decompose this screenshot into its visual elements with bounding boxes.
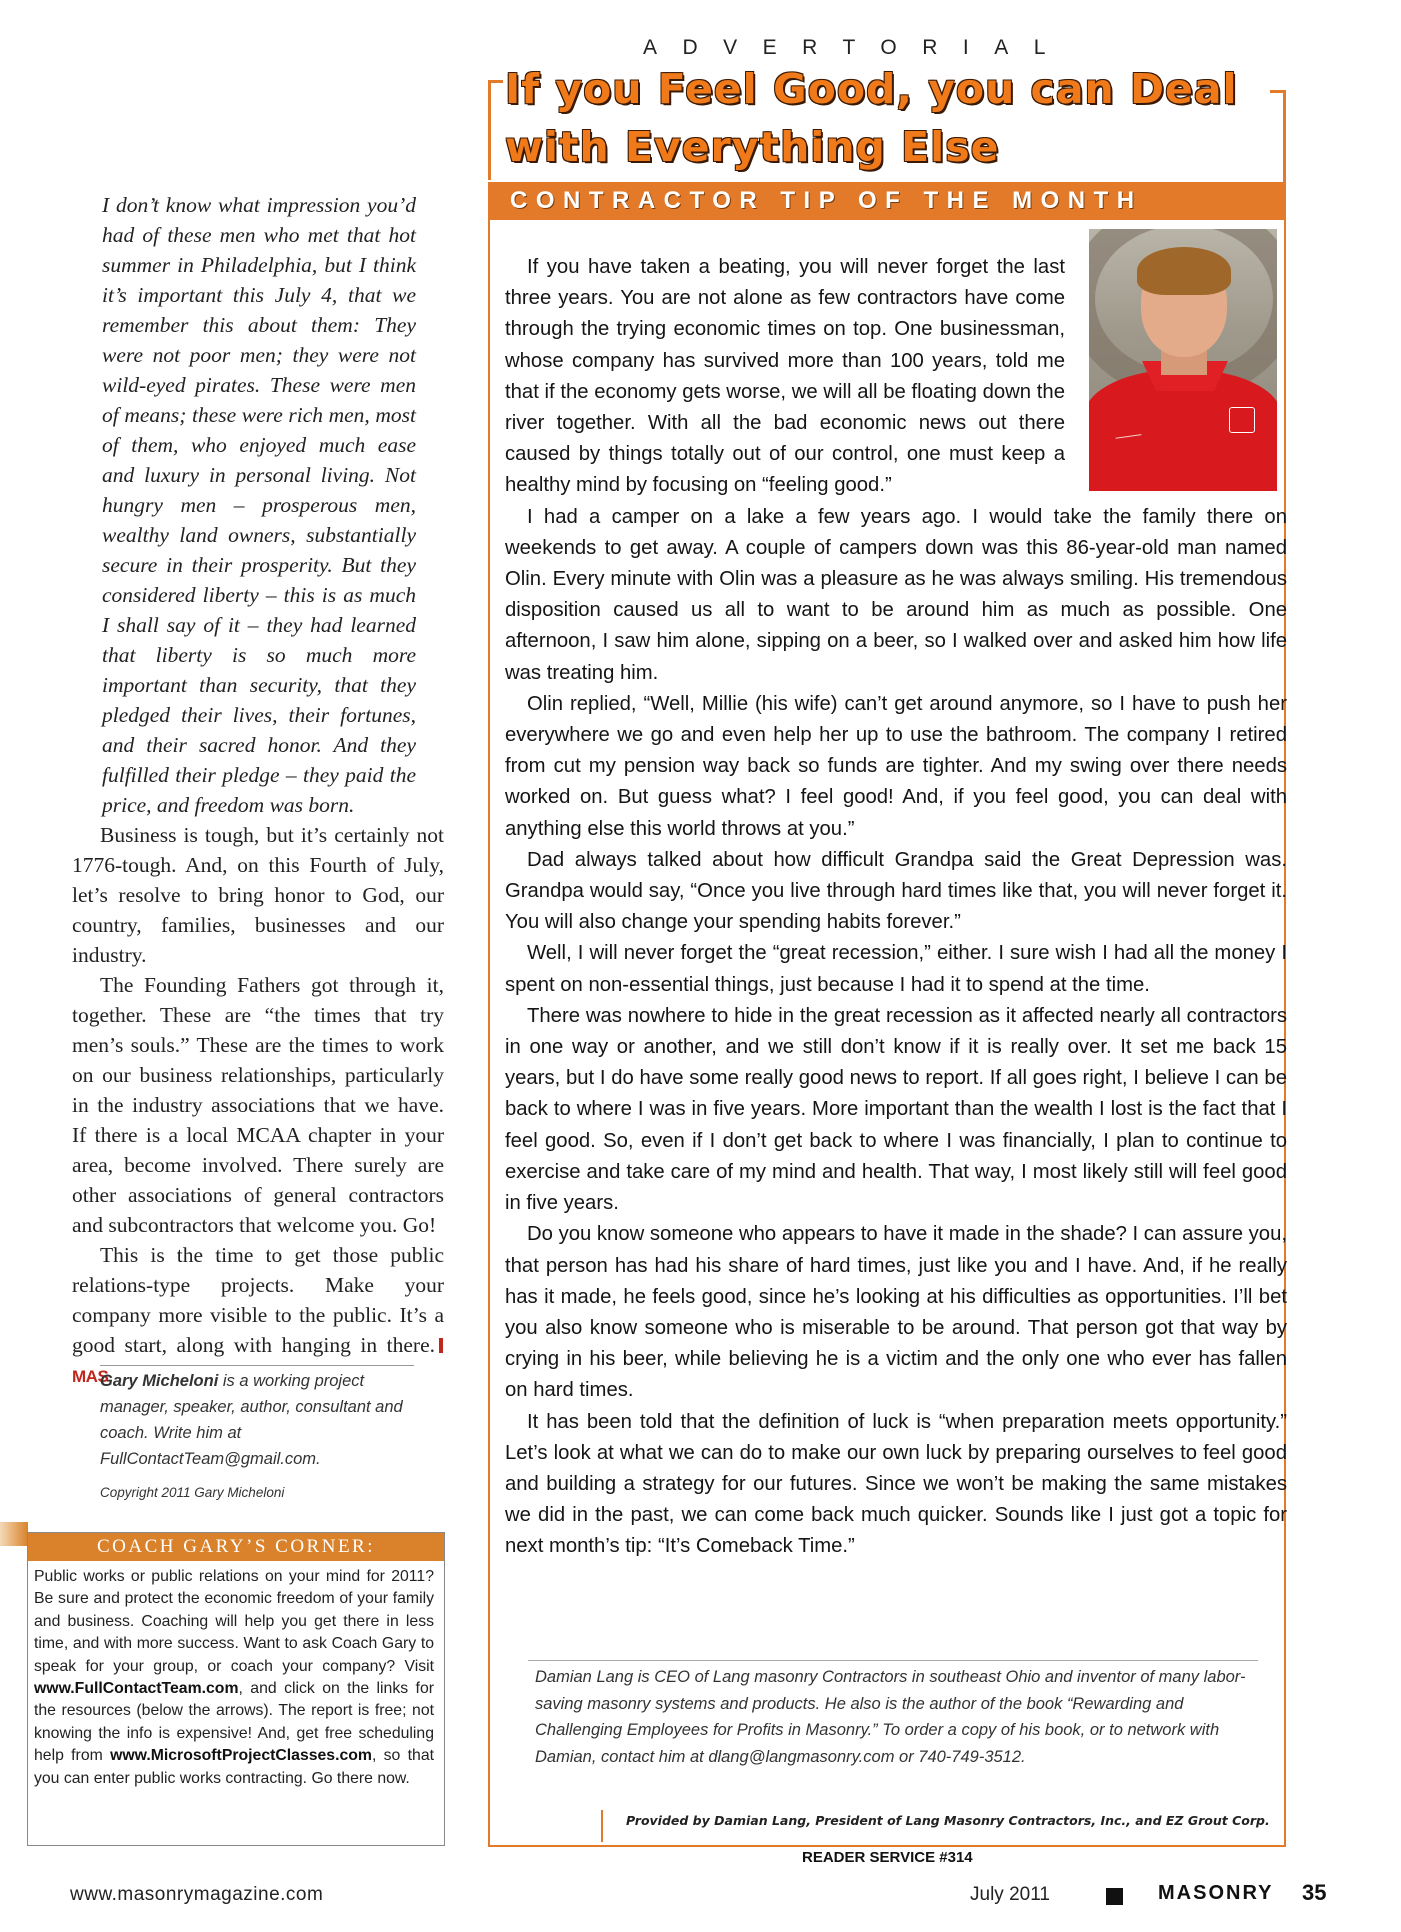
provided-by-accent-bar: [601, 1810, 603, 1842]
footer-website-url[interactable]: www.masonrymagazine.com: [70, 1884, 324, 1905]
left-paragraph: The Founding Fathers got through it, together. These are “the times that try men’s souls.” These are the times to work on our business relationships, particularly in the industry associations that we have. If there is a local MCAA chapter in your area, become involved. There surely are other associations of general contractors and subcontractors that welcome you. Go!: [72, 973, 444, 1237]
coach-text-part: , so that you can enter public works contracting. Go there now.: [34, 1747, 434, 1787]
article-paragraph: It has been told that the definition of luck is “when preparation meets opportunity.” Let’s look at what we can do to make our own luck by preparing ourselves to feel good and building a strategy for our futures. Since we won’t be making the same mistakes we did in the past, we can come back much quicker. Sounds like I just got a topic for next month’s tip: “It’s Comeback Time.”: [505, 1410, 1287, 1558]
copyright-notice: Copyright 2011 Gary Micheloni: [100, 1485, 285, 1500]
article-paragraph: If you have taken a beating, you will never forget the last three years. You are not alone as few contractors have come through the trying economic times on top. One businessman, whose company has survived more than 100 years, told me that if the economy gets worse, we will all be floating down the river together. With all the bad economic news out there caused by things totally out of our control, one must keep a healthy mind by focusing on “feeling good.”: [505, 256, 1065, 497]
coach-corner-heading: COACH GARY’S CORNER:: [28, 1533, 444, 1561]
author-divider: [100, 1365, 414, 1366]
article-paragraph: There was nowhere to hide in the great recession as it affected nearly all contractors in one way or another, and we still don’t know if it is really over. It set me back 15 years, but I do have some really good news to report. If all goes right, I believe I can be back to where I was in five years. More important than the wealth I lost is the fact that I feel good. So, even if I don’t get back to where I was financially, I plan to continue to exercise and take care of my mind and health. That way, I most likely still will feel good in five years.: [505, 1004, 1287, 1215]
contractor-tip-banner: CONTRACTOR TIP OF THE MONTH: [488, 182, 1286, 220]
footer-issue-date: July 2011: [970, 1884, 1050, 1905]
article-paragraph: Well, I will never forget the “great recession,” either. I sure wish I had all the money I spent on non-essential things, just because I had it to spend at the time.: [505, 942, 1287, 996]
provided-by-credit: Provided by Damian Lang, President of Lang Masonry Contractors, Inc., and EZ Grout Corp.: [626, 1813, 1270, 1828]
frame-edge: [488, 80, 491, 180]
footer-page-number: 35: [1302, 1880, 1327, 1905]
coach-text-part: , and click on the links for the resources (below the arrows). The report is free; not knowing the info is expensive! And, get free scheduling help from: [34, 1680, 434, 1765]
footer-magazine-name: MASONRY: [1158, 1882, 1274, 1904]
bio-divider: [528, 1660, 1258, 1661]
coach-text-part: Public works or public relations on your mind for 2011? Be sure and protect the economic freedom of your family and business. Coaching will help you get there in less time, and with more success. Want to ask Coach Gary to speak for your group, or coach your company? Visit: [34, 1568, 434, 1675]
left-paragraph-text: This is the time to get those public relations-type projects. Make your company more visible to the public. It’s a good start, along with hanging in there.: [72, 1243, 444, 1357]
left-paragraph: Business is tough, but it’s certainly not 1776-tough. And, on this Fourth of July, let’s resolve to bring honor to God, our country, families, businesses and our industry.: [72, 823, 444, 967]
damian-lang-bio: Damian Lang is CEO of Lang masonry Contractors in southeast Ohio and inventor of many labor-saving masonry systems and products. He also is the author of the book “Rewarding and Challenging Employees for Profits in Masonry.” To order a copy of his book, or to network with Damian, contact him at dlang@langmasonry.com or 740-749-3512.: [535, 1668, 1246, 1766]
coach-corner-tab-decoration: [0, 1522, 28, 1546]
author-name: Gary Micheloni: [100, 1372, 219, 1390]
article-paragraph: Do you know someone who appears to have it made in the shade? I can assure you, that person has had his share of hard times, just like you and I have. And, if he really has it made, he feels good, since he’s looking at his difficulties as opportunities. I’ll bet you also know someone who is miserable to be around. That person got that way by crying in his beer, while believing he is a victim and the only one who ever has fallen on hard times.: [505, 1223, 1287, 1402]
imas-end-mark-bar: [439, 1338, 443, 1353]
author-bio-text: is a working project manager, speaker, author, consultant and coach. Write him at FullContactTeam@gmail.com.: [100, 1372, 403, 1468]
left-article-body: [72, 820, 444, 1392]
fullcontactteam-link[interactable]: www.FullContactTeam.com: [34, 1680, 239, 1698]
article-paragraph: I had a camper on a lake a few years ago. I would take the family there on weekends to get away. A couple of campers down was this 86-year-old man named Olin. Every minute with Olin was a pleasure as he was always smiling. His tremendous disposition caused us all to want to be around him as much as possible. One afternoon, I saw him alone, sipping on a beer, so I walked over and asked him how life was treating him.: [505, 505, 1287, 684]
microsoftprojectclasses-link[interactable]: www.MicrosoftProjectClasses.com: [110, 1747, 372, 1765]
article-paragraph: Olin replied, “Well, Millie (his wife) can’t get around anymore, so I have to push her everywhere we go and even help her up to use the bathroom. The company I retired from cut my pension way back so funds are tighter. And my swing over there needs worked on. But guess what? I feel good! And, if you feel good, you can deal with anything else this world throws at you.”: [505, 692, 1287, 840]
article-paragraph: Dad always talked about how difficult Grandpa said the Great Depression was. Grandpa would say, “Once you live through hard times like that, you will never forget it. You will also change your spending habits forever.”: [505, 848, 1287, 934]
coach-gary-corner-box: [27, 1532, 445, 1846]
author-bio: [100, 1368, 420, 1472]
founders-quote: I don’t know what impression you’d had of these men who met that hot summer in Philadelphia, but I think it’s important this July 4, that we remember this about them: They were not poor men; they were not wild-eyed pirates. These were men of means; these were rich men, most of them, who enjoyed much ease and luxury in personal living. Not hungry men – prosperous men, wealthy land owners, substantially secure in their prosperity. But they considered liberty – this is as much I shall say of it – they had learned that liberty is so much more important than security, that they pledged their lives, their fortunes, and their sacred honor. And they fulfilled their pledge – they paid the price, and freedom was born.: [102, 193, 416, 817]
footer-square-icon: [1106, 1888, 1123, 1905]
reader-service-number: READER SERVICE #314: [802, 1849, 973, 1866]
imas-end-mark: MAS: [72, 1367, 109, 1386]
article-headline: If you Feel Good, you can Deal with Everything Else: [505, 65, 1238, 171]
advertorial-article-body: [505, 252, 1287, 1563]
coach-corner-text: [28, 1561, 444, 1790]
advertorial-kicker: ADVERTORIAL: [643, 36, 1071, 59]
